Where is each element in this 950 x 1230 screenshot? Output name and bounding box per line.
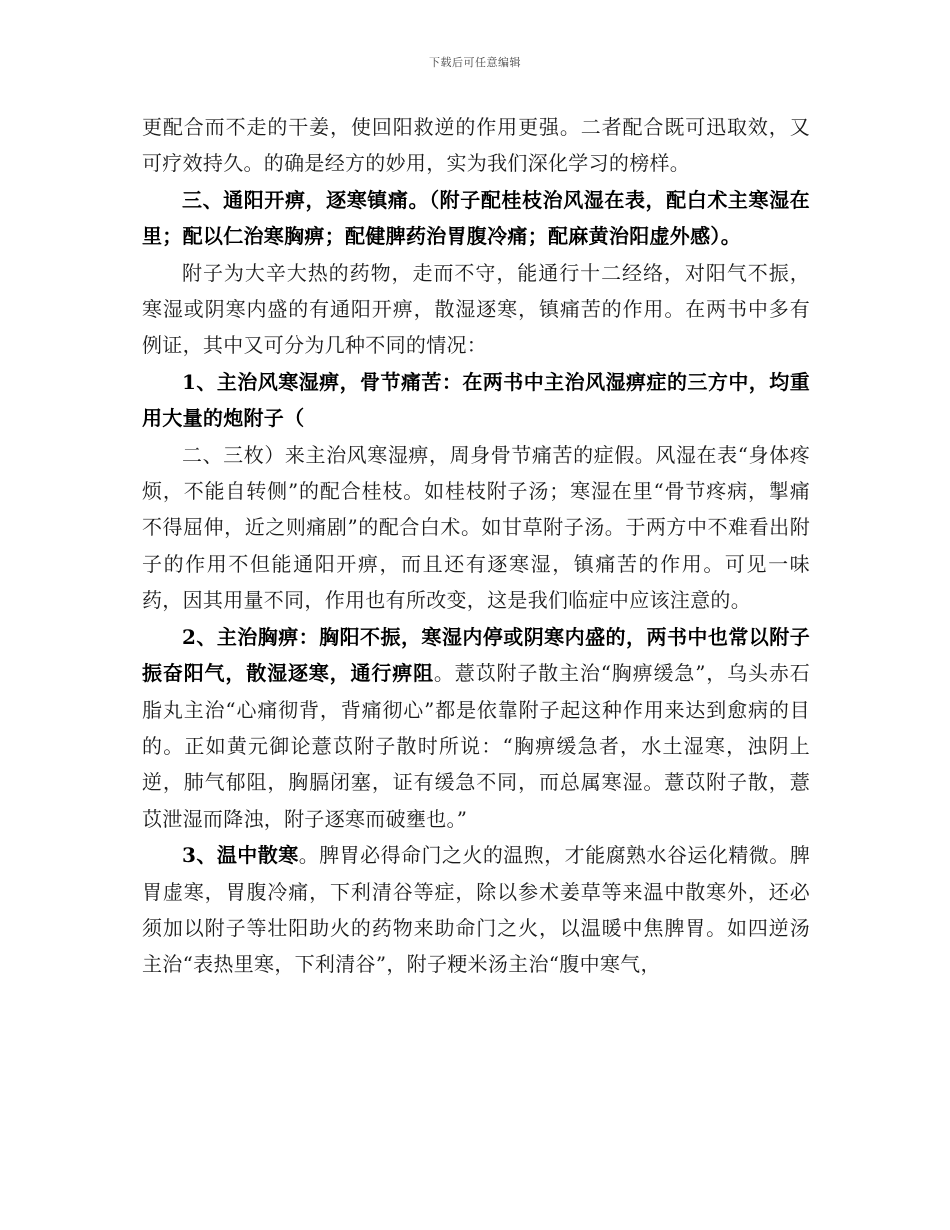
page-header: 下载后可任意编辑 [429, 56, 521, 69]
paragraph-intro [142, 255, 810, 364]
paragraph-text: 。薏苡附子散主治“胸痹缓急”，乌头赤石脂丸主治“心痛彻背，背痛彻心”都是依靠附子起这种作用来达到愈病的目的。正如黄元御论薏苡附子散时所说：“胸痹缓急者，水土湿寒，浊阴上逆，肺气郁阻，胸膈闭塞，证有缓急不同，而总属寒湿。薏苡附子散，薏苡泄湿而降浊，附子逐寒而破壅也。” [142, 661, 810, 831]
section-heading-three [142, 182, 810, 255]
paragraph-warm-middle [142, 837, 810, 983]
subheading-one [142, 364, 810, 437]
heading-text: 三、通阳开痹，逐寒镇痛。（附子配桂枝治风湿在表，配白术主寒湿在里；配以仁治寒胸痹；配健脾药治胃腹冷痛；配麻黄治阳虚外感）。 [142, 187, 810, 249]
paragraph-text: 。脾胃必得命门之火的温煦，才能腐熟水谷运化精微。脾胃虚寒，胃腹冷痛，下利清谷等症，除以参术姜草等来温中散寒外，还必须加以附子等壮阳助火的药物来助命门之火，以温暖中焦脾胃。如四逆汤主治“表热里寒，下利清谷”，附子粳米汤主治“腹中寒气， [142, 843, 811, 977]
paragraph-continuation [142, 109, 810, 182]
inline-heading: 3、温中散寒 [182, 843, 299, 868]
document-body [142, 109, 810, 983]
paragraph-rheumatism [142, 437, 810, 619]
heading-text: 1、主治风寒湿痹，骨节痛苦：在两书中主治风湿痹症的三方中，均重用大量的炮附子（ [142, 369, 810, 431]
inline-heading: 2、主治胸痹：胸阳不振，寒湿内停或阴寒内盛的，两书中也常以附子振奋阳气，散湿逐寒，通行痹阻 [142, 624, 810, 686]
paragraph-text: 附子为大辛大热的药物，走而不守，能通行十二经络，对阳气不振，寒湿或阴寒内盛的有通阳开痹，散湿逐寒，镇痛苦的作用。在两书中多有例证，其中又可分为几种不同的情况： [142, 260, 810, 358]
paragraph-chest-bi [142, 619, 810, 837]
paragraph-text: 更配合而不走的干姜，使回阳救逆的作用更强。二者配合既可迅取效，又可疗效持久。的确是经方的妙用，实为我们深化学习的榜样。 [142, 115, 810, 176]
paragraph-text: 二、三枚）来主治风寒湿痹，周身骨节痛苦的症假。风湿在表“身体疼烦，不能自转侧”的配合桂枝。如桂枝附子汤；寒湿在里“骨节疼病，掣痛不得屈伸，近之则痛剧”的配合白术。如甘草附子汤。于两方中不难看出附子的作用不但能通阳开痹，而且还有逐寒湿，镇痛苦的作用。可见一味药，因其用量不同，作用也有所改变，这是我们临症中应该注意的。 [142, 442, 810, 613]
